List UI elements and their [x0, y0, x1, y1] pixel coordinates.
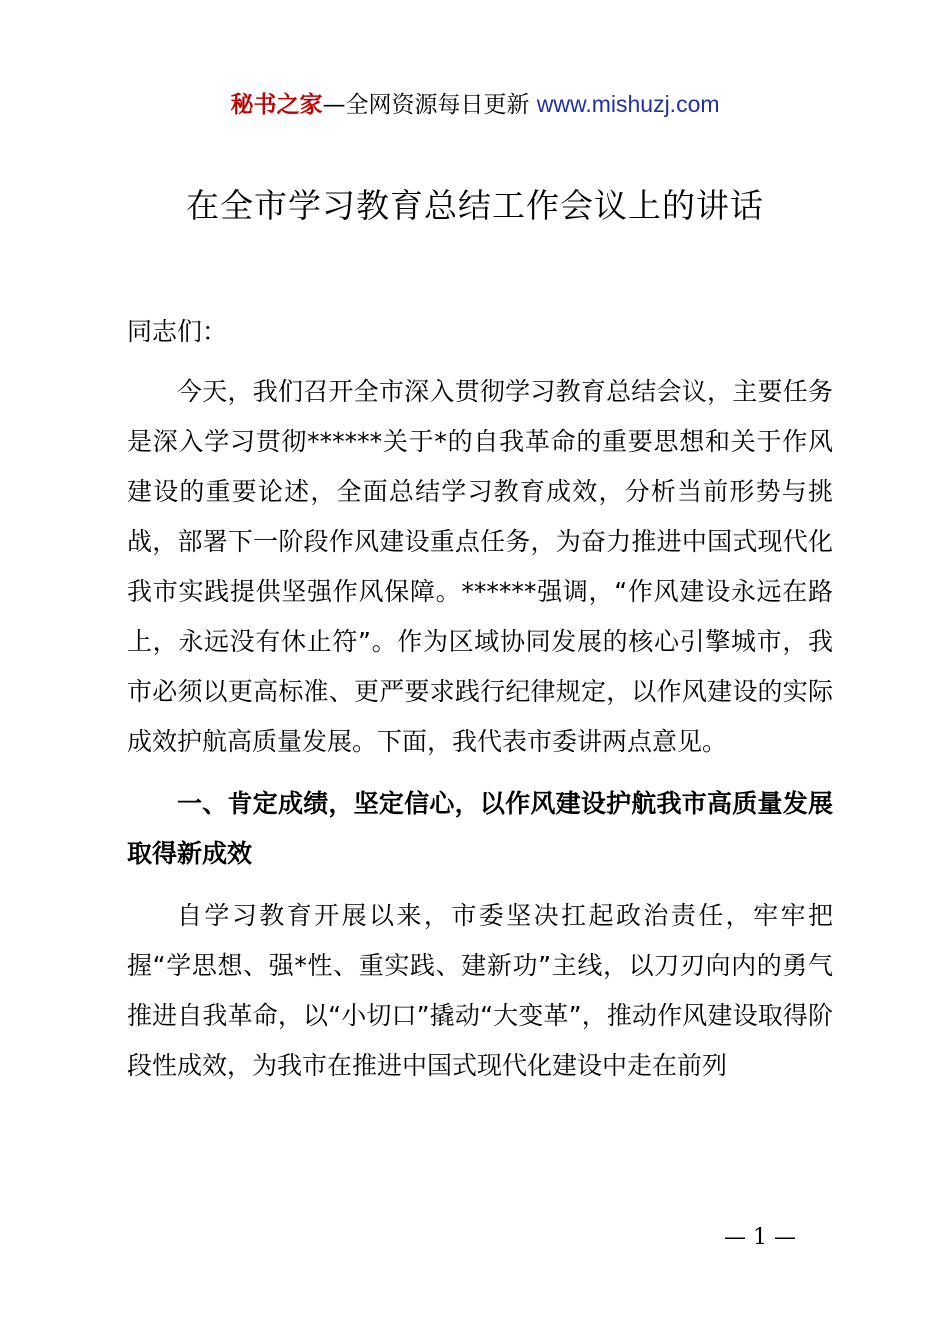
section-heading: 一、肯定成绩，坚定信心，以作风建设护航我市高质量发展取得新成效 [127, 789, 833, 868]
section-paragraph: 自学习教育开展以来，市委坚决扛起政治责任，牢牢把握“学思想、强*性、重实践、建新功”主线，以刀刃向内的勇气推进自我革命，以“小切口”撬动“大变革”，推动作风建设取得阶段性成效，为我市在推进中国式现代化建设中走在前列 [127, 901, 833, 1080]
document-title: 在全市学习教育总结工作会议上的讲话 [186, 186, 764, 225]
header-tagline: —全网资源每日更新 [322, 92, 537, 118]
document-body [127, 307, 833, 1103]
site-url-link[interactable]: www.mishuzj.com [536, 91, 720, 117]
brand-name: 秘书之家 [230, 92, 323, 118]
intro-paragraph: 今天，我们召开全市深入贯彻学习教育总结会议，主要任务是深入学习贯彻******关于*的自我革命的重要思想和关于作风建设的重要论述，全面总结学习教育成效，分析当前形势与挑战，部署下一阶段作风建设重点任务，为奋力推进中国式现代化我市实践提供坚强作风保障。******强调，“作风建设永远在路上，永远没有休止符”。作为区域协同发展的核心引擎城市，我市必须以更高标准、更严要求践行纪律规定，以作风建设的实际成效护航高质量发展。下面，我代表市委讲两点意见。 [127, 377, 833, 756]
page-number: — 1 — [724, 1225, 796, 1250]
greeting-line: 同志们： [127, 317, 228, 346]
site-header [0, 86, 950, 123]
